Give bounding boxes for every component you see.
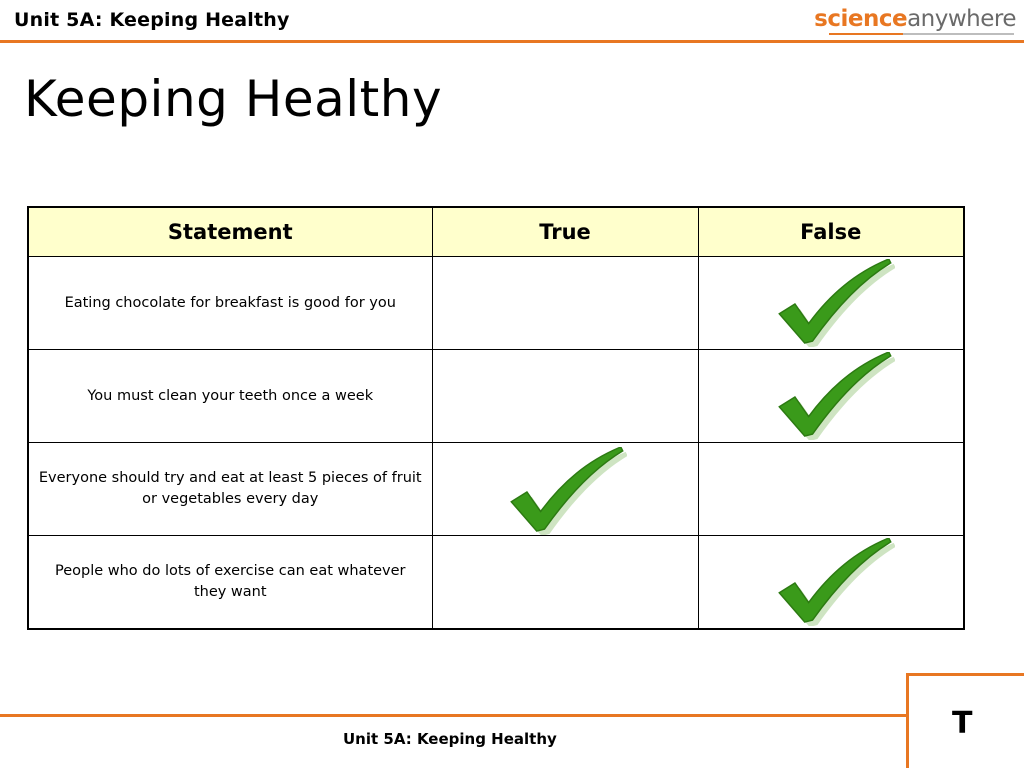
footer-unit-title: Unit 5A: Keeping Healthy xyxy=(343,730,557,748)
statement-cell: Eating chocolate for breakfast is good for you xyxy=(28,257,432,350)
corner-letter: T xyxy=(952,706,973,741)
corner-frame-left xyxy=(906,673,909,768)
column-header-false: False xyxy=(698,207,964,257)
check-mark-icon xyxy=(777,352,895,440)
false-cell xyxy=(698,443,964,536)
false-cell xyxy=(698,257,964,350)
footer-divider xyxy=(0,714,908,717)
table-row xyxy=(28,257,964,350)
column-header-statement: Statement xyxy=(28,207,432,257)
table-row xyxy=(28,443,964,536)
true-false-table xyxy=(27,206,965,630)
check-mark-icon xyxy=(777,259,895,347)
science-anywhere-logo xyxy=(814,6,1016,32)
false-cell xyxy=(698,536,964,630)
check-mark-icon xyxy=(777,538,895,626)
logo-underline xyxy=(829,33,1014,35)
true-cell xyxy=(432,350,698,443)
corner-frame-top xyxy=(906,673,1024,676)
statement-cell: People who do lots of exercise can eat whatever they want xyxy=(28,536,432,630)
table-header-row xyxy=(28,207,964,257)
statement-cell: You must clean your teeth once a week xyxy=(28,350,432,443)
check-mark-icon xyxy=(509,447,627,535)
logo-text-science: science xyxy=(814,6,908,32)
false-cell xyxy=(698,350,964,443)
header-divider xyxy=(0,40,1024,43)
column-header-true: True xyxy=(432,207,698,257)
true-cell xyxy=(432,257,698,350)
table-row xyxy=(28,536,964,630)
statement-cell: Everyone should try and eat at least 5 pieces of fruit or vegetables every day xyxy=(28,443,432,536)
logo-text-anywhere: anywhere xyxy=(907,6,1016,32)
table-row xyxy=(28,350,964,443)
unit-title: Unit 5A: Keeping Healthy xyxy=(14,9,290,31)
true-cell xyxy=(432,536,698,630)
page-title: Keeping Healthy xyxy=(24,70,443,128)
true-cell xyxy=(432,443,698,536)
